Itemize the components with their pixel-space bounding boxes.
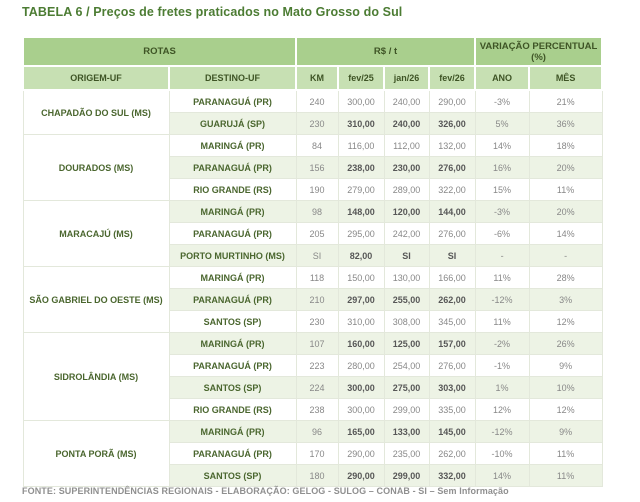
- jan26-cell: SI: [384, 245, 429, 267]
- table-row: [23, 333, 602, 355]
- km-cell: 180: [296, 465, 338, 487]
- km-cell: 107: [296, 333, 338, 355]
- mes-cell: 11%: [529, 443, 602, 465]
- mes-cell: 11%: [529, 465, 602, 487]
- km-cell: 238: [296, 399, 338, 421]
- table-row: [23, 135, 602, 157]
- destino-cell: MARINGÁ (PR): [169, 421, 296, 443]
- mes-cell: 12%: [529, 399, 602, 421]
- fev26-cell: 144,00: [429, 201, 475, 223]
- km-cell: 230: [296, 311, 338, 333]
- jan26-cell: 254,00: [384, 355, 429, 377]
- fev25-cell: 300,00: [338, 377, 384, 399]
- ano-cell: 14%: [475, 465, 529, 487]
- km-cell: 170: [296, 443, 338, 465]
- mes-cell: 21%: [529, 90, 602, 113]
- km-cell: 205: [296, 223, 338, 245]
- km-cell: 96: [296, 421, 338, 443]
- fev26-cell: 326,00: [429, 113, 475, 135]
- column-header-row: [23, 66, 602, 90]
- destino-cell: SANTOS (SP): [169, 377, 296, 399]
- ano-cell: 15%: [475, 179, 529, 201]
- jan26-cell: 289,00: [384, 179, 429, 201]
- fev25-cell: 280,00: [338, 355, 384, 377]
- fev26-cell: 276,00: [429, 223, 475, 245]
- source-note: FONTE: SUPERINTENDÊNCIAS REGIONAIS - ELABORAÇÃO: GELOG - SULOG – CONAB - SI – Sem Informação: [22, 486, 509, 496]
- jan26-cell: 255,00: [384, 289, 429, 311]
- header-variacao-percentual: VARIAÇÃO PERCENTUAL (%): [475, 37, 602, 66]
- km-cell: 210: [296, 289, 338, 311]
- fev25-cell: 238,00: [338, 157, 384, 179]
- jan26-cell: 133,00: [384, 421, 429, 443]
- jan26-cell: 120,00: [384, 201, 429, 223]
- jan26-cell: 308,00: [384, 311, 429, 333]
- fev25-cell: 160,00: [338, 333, 384, 355]
- ano-cell: -3%: [475, 201, 529, 223]
- header-price-per-ton: R$ / t: [296, 37, 475, 66]
- origin-cell: PONTA PORÃ (MS): [23, 421, 169, 487]
- ano-cell: 11%: [475, 267, 529, 289]
- fev25-cell: 150,00: [338, 267, 384, 289]
- fev25-cell: 165,00: [338, 421, 384, 443]
- mes-cell: 12%: [529, 311, 602, 333]
- freight-prices-table: [22, 36, 603, 487]
- fev26-cell: 166,00: [429, 267, 475, 289]
- fev26-cell: 262,00: [429, 443, 475, 465]
- mes-cell: 9%: [529, 421, 602, 443]
- fev26-cell: 157,00: [429, 333, 475, 355]
- fev25-cell: 290,00: [338, 465, 384, 487]
- km-cell: SI: [296, 245, 338, 267]
- destino-cell: PARANAGUÁ (PR): [169, 90, 296, 113]
- mes-cell: 3%: [529, 289, 602, 311]
- mes-cell: -: [529, 245, 602, 267]
- km-cell: 230: [296, 113, 338, 135]
- ano-cell: -12%: [475, 289, 529, 311]
- km-cell: 223: [296, 355, 338, 377]
- ano-cell: 14%: [475, 135, 529, 157]
- mes-cell: 9%: [529, 355, 602, 377]
- km-cell: 98: [296, 201, 338, 223]
- origin-cell: DOURADOS (MS): [23, 135, 169, 201]
- jan26-cell: 240,00: [384, 113, 429, 135]
- destino-cell: MARINGÁ (PR): [169, 267, 296, 289]
- fev25-cell: 300,00: [338, 399, 384, 421]
- mes-cell: 36%: [529, 113, 602, 135]
- table-header: [23, 37, 602, 90]
- fev25-cell: 310,00: [338, 113, 384, 135]
- km-cell: 190: [296, 179, 338, 201]
- fev25-cell: 300,00: [338, 90, 384, 113]
- destino-cell: GUARUJÁ (SP): [169, 113, 296, 135]
- fev25-cell: 279,00: [338, 179, 384, 201]
- destino-cell: RIO GRANDE (RS): [169, 179, 296, 201]
- km-cell: 84: [296, 135, 338, 157]
- destino-cell: PARANAGUÁ (PR): [169, 289, 296, 311]
- origin-cell: CHAPADÃO DO SUL (MS): [23, 90, 169, 135]
- mes-cell: 18%: [529, 135, 602, 157]
- col-header-destino: DESTINO-UF: [169, 66, 296, 90]
- origin-cell: MARACAJÚ (MS): [23, 201, 169, 267]
- ano-cell: -3%: [475, 90, 529, 113]
- destino-cell: PARANAGUÁ (PR): [169, 443, 296, 465]
- ano-cell: -6%: [475, 223, 529, 245]
- fev26-cell: 303,00: [429, 377, 475, 399]
- ano-cell: -: [475, 245, 529, 267]
- ano-cell: -10%: [475, 443, 529, 465]
- freight-table-body: [23, 90, 602, 487]
- col-header-origem: ORIGEM-UF: [23, 66, 169, 90]
- table-row: [23, 267, 602, 289]
- km-cell: 240: [296, 90, 338, 113]
- fev26-cell: 290,00: [429, 90, 475, 113]
- col-header-fev26: fev/26: [429, 66, 475, 90]
- mes-cell: 11%: [529, 179, 602, 201]
- origin-cell: SÃO GABRIEL DO OESTE (MS): [23, 267, 169, 333]
- ano-cell: -2%: [475, 333, 529, 355]
- table-title: TABELA 6 / Preços de fretes praticados no Mato Grosso do Sul: [22, 5, 403, 19]
- col-header-km: KM: [296, 66, 338, 90]
- ano-cell: -1%: [475, 355, 529, 377]
- origin-cell: SIDROLÂNDIA (MS): [23, 333, 169, 421]
- table-row: [23, 201, 602, 223]
- jan26-cell: 235,00: [384, 443, 429, 465]
- fev26-cell: 132,00: [429, 135, 475, 157]
- table-row: [23, 90, 602, 113]
- fev25-cell: 148,00: [338, 201, 384, 223]
- jan26-cell: 240,00: [384, 90, 429, 113]
- ano-cell: 16%: [475, 157, 529, 179]
- col-header-mes: MÊS: [529, 66, 602, 90]
- destino-cell: MARINGÁ (PR): [169, 135, 296, 157]
- fev26-cell: 262,00: [429, 289, 475, 311]
- fev26-cell: 345,00: [429, 311, 475, 333]
- ano-cell: 11%: [475, 311, 529, 333]
- destino-cell: PORTO MURTINHO (MS): [169, 245, 296, 267]
- km-cell: 156: [296, 157, 338, 179]
- fev25-cell: 116,00: [338, 135, 384, 157]
- mes-cell: 20%: [529, 157, 602, 179]
- fev25-cell: 310,00: [338, 311, 384, 333]
- col-header-fev25: fev/25: [338, 66, 384, 90]
- col-header-ano: ANO: [475, 66, 529, 90]
- jan26-cell: 299,00: [384, 399, 429, 421]
- ano-cell: 5%: [475, 113, 529, 135]
- jan26-cell: 275,00: [384, 377, 429, 399]
- col-header-jan26: jan/26: [384, 66, 429, 90]
- fev26-cell: 322,00: [429, 179, 475, 201]
- fev25-cell: 295,00: [338, 223, 384, 245]
- km-cell: 118: [296, 267, 338, 289]
- ano-cell: -12%: [475, 421, 529, 443]
- mes-cell: 14%: [529, 223, 602, 245]
- destino-cell: PARANAGUÁ (PR): [169, 223, 296, 245]
- fev26-cell: 276,00: [429, 355, 475, 377]
- fev26-cell: SI: [429, 245, 475, 267]
- destino-cell: PARANAGUÁ (PR): [169, 157, 296, 179]
- jan26-cell: 230,00: [384, 157, 429, 179]
- mes-cell: 20%: [529, 201, 602, 223]
- destino-cell: SANTOS (SP): [169, 311, 296, 333]
- fev25-cell: 290,00: [338, 443, 384, 465]
- mes-cell: 26%: [529, 333, 602, 355]
- ano-cell: 12%: [475, 399, 529, 421]
- header-rotas: ROTAS: [23, 37, 296, 66]
- km-cell: 224: [296, 377, 338, 399]
- fev26-cell: 332,00: [429, 465, 475, 487]
- jan26-cell: 130,00: [384, 267, 429, 289]
- destino-cell: RIO GRANDE (RS): [169, 399, 296, 421]
- mes-cell: 10%: [529, 377, 602, 399]
- fev26-cell: 145,00: [429, 421, 475, 443]
- jan26-cell: 299,00: [384, 465, 429, 487]
- table-row: [23, 421, 602, 443]
- fev26-cell: 335,00: [429, 399, 475, 421]
- fev26-cell: 276,00: [429, 157, 475, 179]
- destino-cell: SANTOS (SP): [169, 465, 296, 487]
- group-header-row: [23, 37, 602, 66]
- jan26-cell: 242,00: [384, 223, 429, 245]
- jan26-cell: 125,00: [384, 333, 429, 355]
- destino-cell: MARINGÁ (PR): [169, 201, 296, 223]
- fev25-cell: 297,00: [338, 289, 384, 311]
- mes-cell: 28%: [529, 267, 602, 289]
- jan26-cell: 112,00: [384, 135, 429, 157]
- destino-cell: MARINGÁ (PR): [169, 333, 296, 355]
- fev25-cell: 82,00: [338, 245, 384, 267]
- ano-cell: 1%: [475, 377, 529, 399]
- destino-cell: PARANAGUÁ (PR): [169, 355, 296, 377]
